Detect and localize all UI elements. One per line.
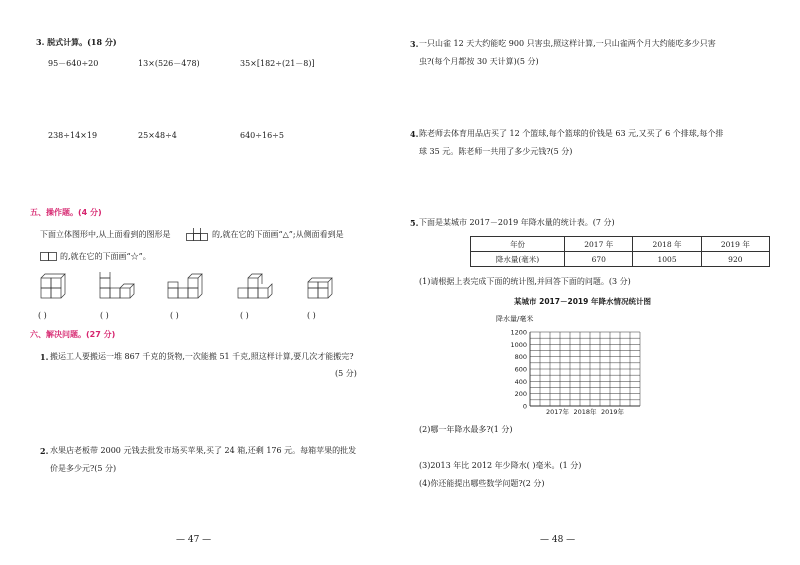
table-cell: 1005 xyxy=(633,252,701,267)
q2-number: 2. xyxy=(40,446,49,456)
x-tick-label: 2018年 xyxy=(573,408,597,416)
q5-sub3: (3)2013 年比 2012 年少降水( )毫米。(1 分) xyxy=(419,461,582,470)
y-tick-label: 1000 xyxy=(510,340,527,349)
answer-paren-1: ( ) xyxy=(38,311,47,320)
q3-title: 3. 脱式计算。(18 分) xyxy=(36,37,117,47)
table-cell: 2018 年 xyxy=(633,237,701,252)
answer-paren-2: ( ) xyxy=(100,311,109,320)
section-5-line1b: 的,就在它的下面画“△”;从侧面看到是 xyxy=(212,230,344,239)
calc-4: 238÷14×19 xyxy=(48,131,98,140)
y-tick-label: 800 xyxy=(514,353,527,362)
section-6-title: 六、解决问题。(27 分) xyxy=(30,330,116,339)
y-tick-label: 0 xyxy=(522,402,527,411)
x-tick-label: 2019年 xyxy=(600,408,625,416)
r-q5-number: 5. xyxy=(410,218,419,228)
page-number-left: — 47 — xyxy=(176,535,212,545)
block-figure-3 xyxy=(168,274,202,298)
q1-number: 1. xyxy=(40,352,49,362)
q2-line2: 价是多少元?(5 分) xyxy=(50,464,117,473)
page-number-right: — 48 — xyxy=(540,535,576,545)
q1-score: (5 分) xyxy=(335,369,357,378)
q5-sub4: (4)你还能提出哪些数学问题?(2 分) xyxy=(419,479,545,488)
block-figure-2 xyxy=(100,272,134,298)
top-view-shape-icon xyxy=(186,228,210,242)
block-figures xyxy=(38,272,338,312)
table-cell: 670 xyxy=(565,252,633,267)
calc-5: 25×48÷4 xyxy=(138,131,177,140)
chart-title: 某城市 2017－2019 年降水情况统计图 xyxy=(514,297,651,306)
section-5-title: 五、操作题。(4 分) xyxy=(30,208,102,217)
rainfall-chart xyxy=(500,326,650,418)
r-q3-line2: 虫?(每个月都按 30 天计算)(5 分) xyxy=(419,57,539,66)
chart-ylabel: 降水量/毫米 xyxy=(496,315,534,323)
q2-line1: 水果店老板带 2000 元钱去批发市场买苹果,买了 24 箱,还剩 176 元。每箱苹果的批发 xyxy=(50,446,357,455)
table-cell: 2019 年 xyxy=(701,237,769,252)
r-q4-line2: 球 35 元。陈老师一共用了多少元钱?(5 分) xyxy=(419,147,573,156)
calc-1: 95－640÷20 xyxy=(48,59,99,68)
calc-6: 640÷16÷5 xyxy=(240,131,284,140)
q1-text: 搬运工人要搬运一堆 867 千克的货物,一次能搬 51 千克,照这样计算,要几次才能搬完? xyxy=(50,352,354,361)
r-q3-number: 3. xyxy=(410,39,419,49)
calc-2: 13×(526－478) xyxy=(138,59,200,68)
section-5-line2: 的,就在它的下面画“☆”。 xyxy=(60,252,151,261)
right-page xyxy=(400,0,800,565)
q5-sub2: (2)哪一年降水最多?(1 分) xyxy=(419,425,513,434)
table-cell: 降水量(毫米) xyxy=(471,252,565,267)
block-figure-1 xyxy=(41,274,65,298)
table-cell: 年份 xyxy=(471,237,565,252)
block-figure-5 xyxy=(308,278,332,298)
y-tick-label: 1200 xyxy=(510,328,527,337)
r-q4-line1: 陈老师去体育用品店买了 12 个篮球,每个篮球的价钱是 63 元,又买了 6 个排球,每个排 xyxy=(419,129,724,138)
answer-paren-5: ( ) xyxy=(307,311,316,320)
y-tick-label: 600 xyxy=(514,365,527,374)
table-header-row xyxy=(471,237,770,252)
block-figure-4 xyxy=(238,274,272,298)
r-q3-line1: 一只山雀 12 天大约能吃 900 只害虫,照这样计算,一只山雀两个月大约能吃多少只害 xyxy=(419,39,716,48)
side-view-shape-icon xyxy=(40,252,60,262)
section-5-line1a: 下面立体图形中,从上面看到的图形是 xyxy=(40,230,171,239)
answer-paren-3: ( ) xyxy=(170,311,179,320)
y-tick-label: 400 xyxy=(514,377,527,386)
r-q5-text: 下面是某城市 2017－2019 年降水量的统计表。(7 分) xyxy=(419,218,615,227)
r-q4-number: 4. xyxy=(410,129,419,139)
x-tick-label: 2017年 xyxy=(545,408,570,416)
q5-sub1: (1)请根据上表完成下面的统计图,并回答下面的问题。(3 分) xyxy=(419,277,631,286)
table-cell: 920 xyxy=(701,252,769,267)
table-row xyxy=(471,252,770,267)
answer-paren-4: ( ) xyxy=(240,311,249,320)
y-tick-label: 200 xyxy=(514,390,527,399)
rainfall-table xyxy=(470,236,770,267)
table-cell: 2017 年 xyxy=(565,237,633,252)
calc-3: 35×[182÷(21－8)] xyxy=(240,59,315,68)
